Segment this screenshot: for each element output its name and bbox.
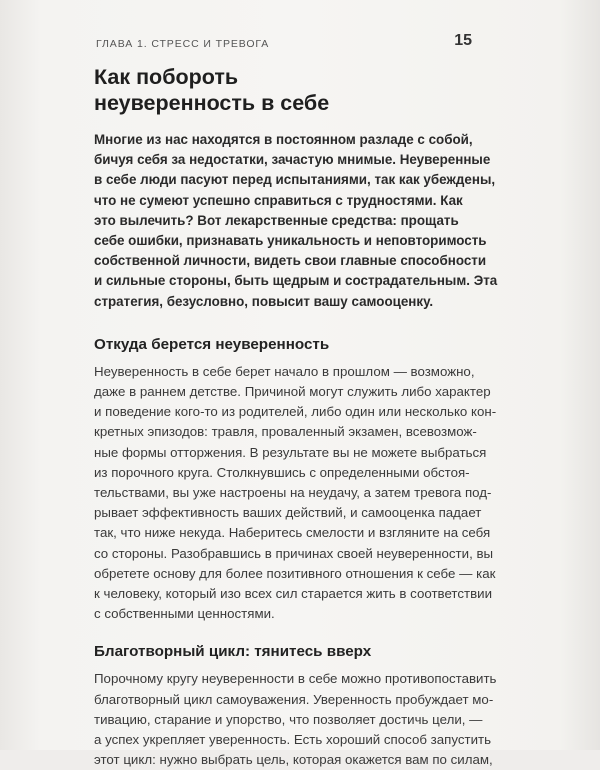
body-line: а успех укрепляет уверенность. Есть хороший способ запустить [94,732,492,748]
intro-line: стратегия, безусловно, повысит вашу самооценку. [94,293,434,309]
body-line: и поведение кого-то из родителей, либо один или несколько кон- [94,404,497,420]
intro-line: себе ошибки, признавать уникальность и неповторимость [94,233,487,249]
body-line: так, что ниже некуда. Наберитесь смелости и взгляните на себя [94,525,491,541]
section-heading: Откуда берется неуверенность [94,335,330,353]
body-line: ные формы отторжения. В результате вы не можете выбраться [94,444,487,460]
running-head: ГЛАВА 1. СТРЕСС И ТРЕВОГА [96,38,270,50]
intro-line: в себе люди пасуют перед испытаниями, так как убеждены, [94,172,496,188]
body-line: даже в раннем детстве. Причиной могут служить либо характер [94,384,491,400]
section-heading: Благотворный цикл: тянитесь вверх [94,643,372,661]
body-line: благотворный цикл самоуважения. Уверенность пробуждает мо- [94,691,494,707]
body-line: Неуверенность в себе берет начало в прошлом — возможно, [94,363,475,379]
body-line: к человеку, который изо всех сил старается жить в соответствии [94,586,493,602]
chapter-title-line: Как побороть [94,65,239,89]
body-line: тивацию, старание и упорство, что позволяет достичь цели, — [94,711,483,727]
chapter-title [94,64,489,116]
body-line: со стороны. Разобравшись в причинах своей неуверенности, вы [94,545,494,561]
page-content [94,64,498,770]
intro-line: собственной личности, видеть свои главные способности [94,253,487,269]
page-number: 15 [454,32,472,49]
body-line: кретных эпизодов: травля, проваленный экзамен, всевозмож- [94,424,477,440]
body-line: Порочному кругу неуверенности в себе можно противопоставить [94,671,497,687]
intro-line: это вылечить? Вот лекарственные средства: прощать [94,212,459,228]
intro-paragraph [94,130,498,312]
body-line: рывает эффективность ваших действий, и самооценка падает [94,505,482,521]
body-line: из порочного круга. Столкнувшись с определенными обстоя- [94,464,470,480]
section-paragraph [94,669,497,770]
body-line: тельствами, вы уже настроены на неудачу, а затем тревога под- [94,485,492,501]
body-line: этот цикл: нужно выбрать цель, которая окажется вам по силам, [94,752,493,768]
body-line: обретете основу для более позитивного отношения к себе — как [94,565,496,581]
intro-line: что не сумеют успешно справиться с трудностями. Как [94,192,463,208]
body-line: с собственными ценностями. [94,606,275,622]
intro-line: и сильные стороны, быть щедрым и сострадательным. Эта [94,273,498,289]
chapter-title-line: неуверенность в себе [94,91,330,115]
intro-line: Многие из нас находятся в постоянном разладе с собой, [94,132,473,147]
intro-line: бичуя себя за недостатки, зачастую мнимые. Неуверенные [94,152,491,168]
section-paragraph [94,362,497,625]
